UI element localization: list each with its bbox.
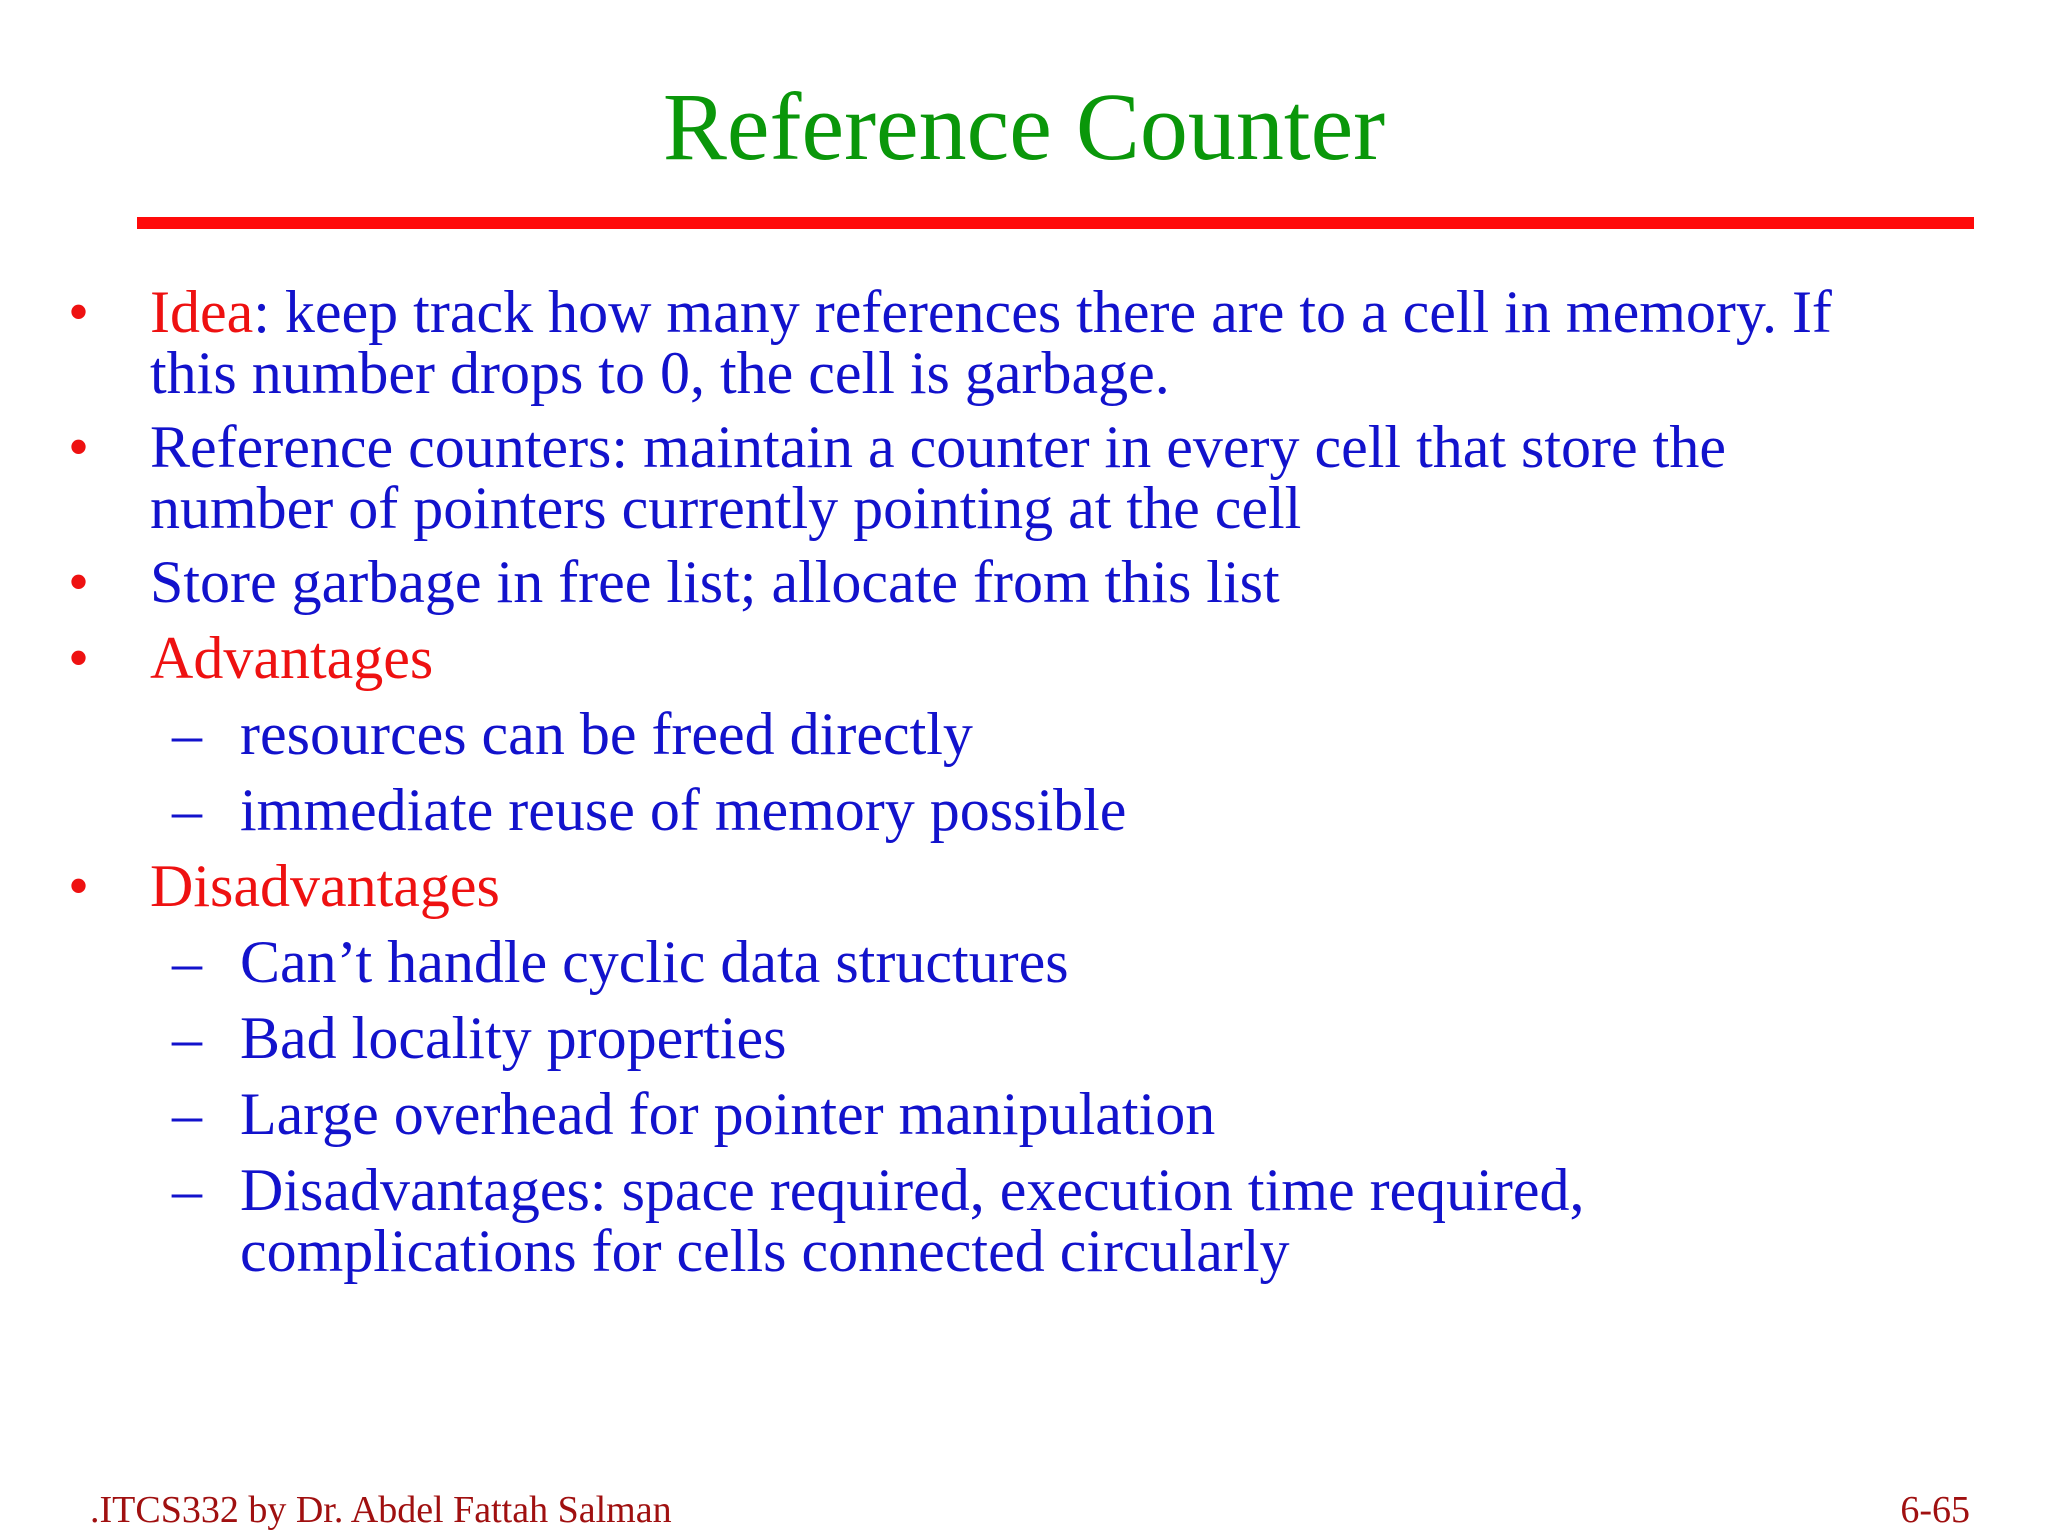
bullet-text-line: Store garbage in free list; allocate from this list [150, 549, 1280, 615]
dash-marker: – [172, 1157, 202, 1223]
subitem-cyclic [172, 929, 1069, 995]
footer-page-number: 6-65 [1900, 1489, 1970, 1531]
section-heading: Advantages [150, 625, 434, 691]
bullet-idea [68, 279, 1832, 406]
bullet-reference-counters [68, 414, 1726, 541]
subitem-space-time [172, 1157, 1585, 1284]
subitem-text: Bad locality properties [240, 1005, 787, 1071]
dash-marker: – [172, 1005, 202, 1071]
dash-marker: – [172, 701, 202, 767]
dash-marker: – [172, 777, 202, 843]
bullet-term: Idea [150, 279, 254, 345]
bullet-free-list [68, 549, 1280, 615]
subitem-locality [172, 1005, 787, 1071]
bullet-marker: • [68, 549, 90, 615]
footer-course-credit: .ITCS332 by Dr. Abdel Fattah Salman [90, 1489, 672, 1531]
bullet-marker: • [68, 279, 90, 345]
bullet-advantages [68, 625, 434, 691]
subitem-resources-freed [172, 701, 973, 767]
dash-marker: – [172, 929, 202, 995]
subitem-immediate-reuse [172, 777, 1127, 843]
bullet-text-line: Reference counters: maintain a counter in every cell that store the [150, 414, 1726, 480]
subitem-text-line: complications for cells connected circularly [240, 1218, 1290, 1284]
dash-marker: – [172, 1081, 202, 1147]
subitem-text: resources can be freed directly [240, 701, 973, 767]
bullet-text-line [150, 279, 1832, 345]
subitem-text: immediate reuse of memory possible [240, 777, 1127, 843]
bullet-disadvantages [68, 853, 500, 919]
subitem-text: Can’t handle cyclic data structures [240, 929, 1069, 995]
subitem-text-line: Disadvantages: space required, execution time required, [240, 1157, 1585, 1223]
subitem-text: Large overhead for pointer manipulation [240, 1081, 1216, 1147]
bullet-text-line: number of pointers currently pointing at the cell [150, 475, 1302, 541]
title-underline [137, 217, 1974, 229]
bullet-text-line: this number drops to 0, the cell is garbage. [150, 340, 1170, 406]
bullet-marker: • [68, 625, 90, 691]
slide-title: Reference Counter [662, 73, 1386, 180]
subitem-overhead [172, 1081, 1216, 1147]
bullet-marker: • [68, 414, 90, 480]
bullet-text: : keep track how many references there are to a cell in memory. If [253, 279, 1832, 345]
bullet-marker: • [68, 853, 90, 919]
section-heading: Disadvantages [150, 853, 500, 919]
